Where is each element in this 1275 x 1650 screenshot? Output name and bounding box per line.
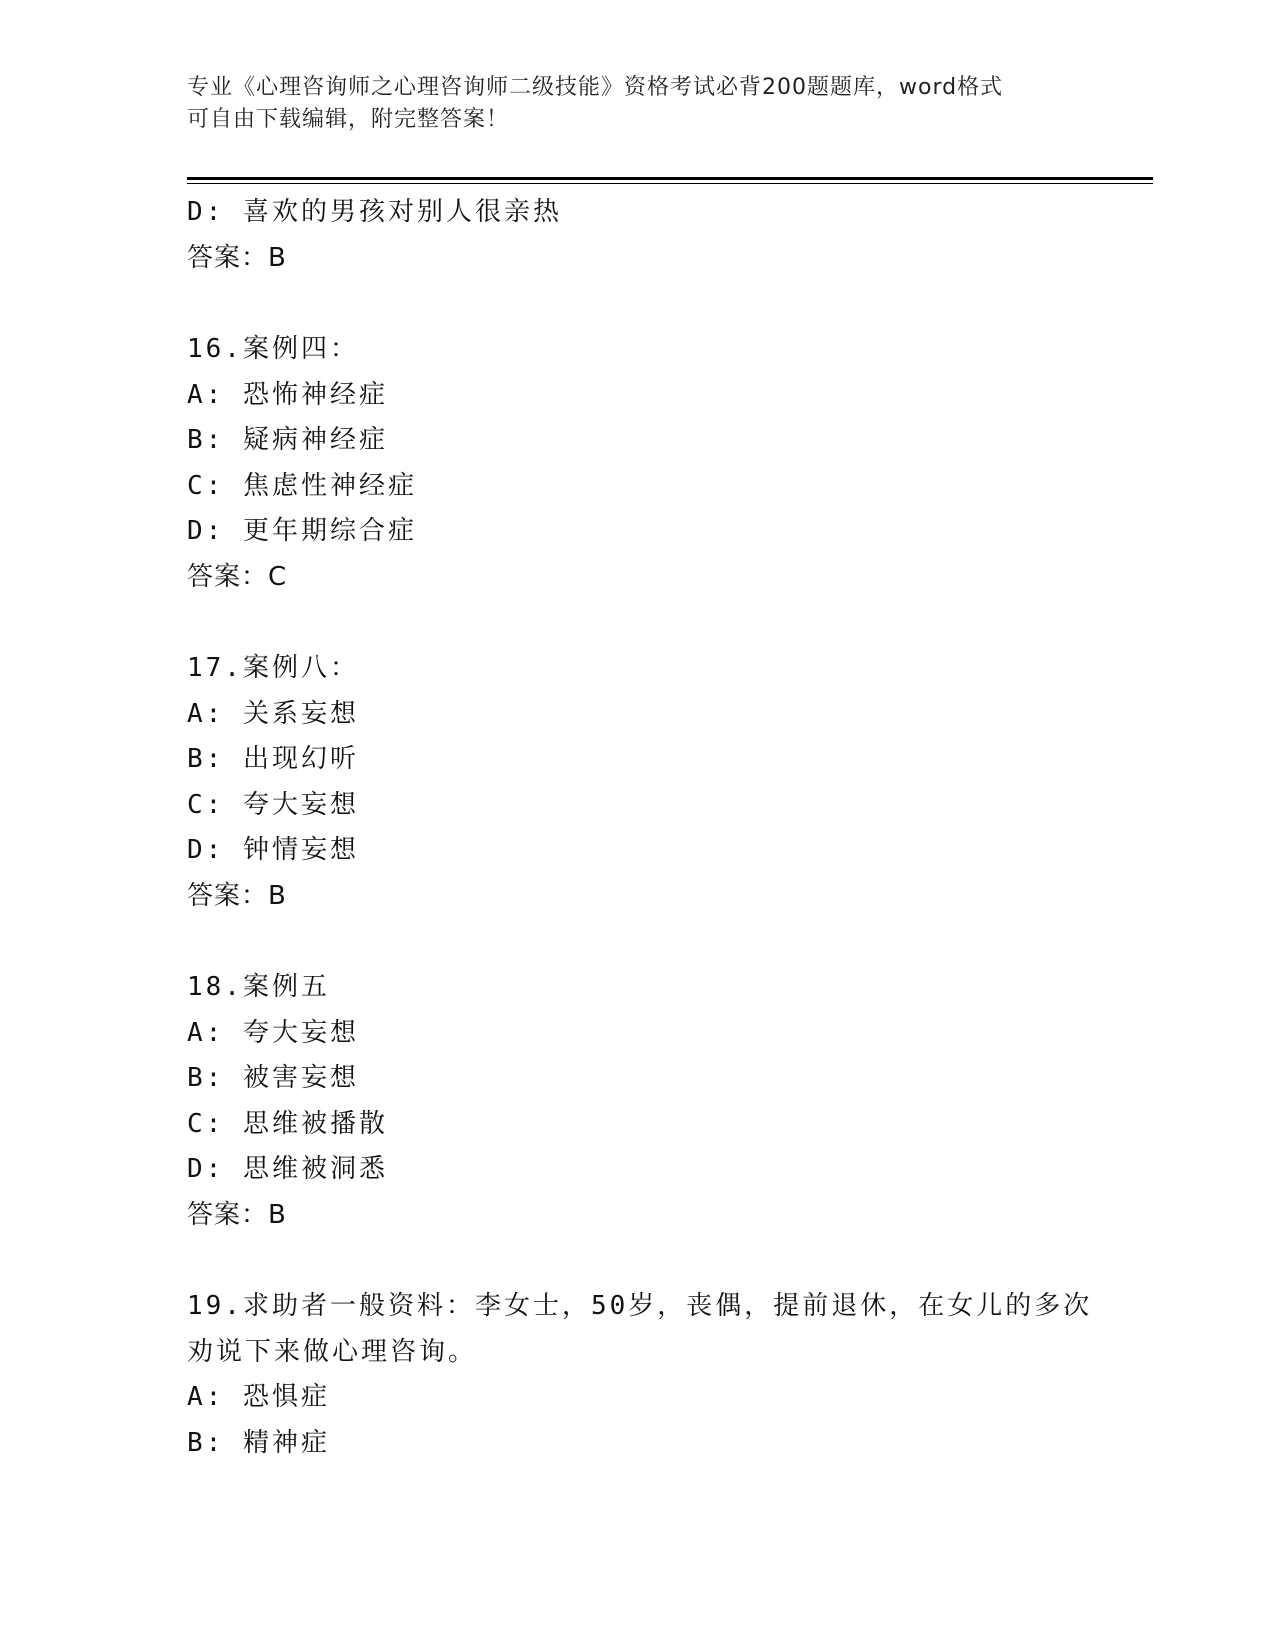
- option-c: C: 夸大妄想: [187, 789, 359, 820]
- option-b: B: 出现幻听: [187, 744, 359, 774]
- option-b: B: 精神症: [187, 1427, 330, 1458]
- header-divider-thick: [187, 177, 1153, 180]
- question-list: [187, 190, 1093, 1466]
- option-d: D: 更年期综合症: [187, 516, 417, 546]
- option-a: A: 夸大妄想: [187, 1017, 359, 1048]
- option-b: B: 被害妄想: [187, 1063, 359, 1093]
- option-d: D: 钟情妄想: [187, 835, 359, 865]
- question-stem-line-1: 19.求助者一般资料：李女士，50岁，丧偶，提前退休，在女儿的多次: [187, 1291, 1093, 1321]
- option-d: D: 喜欢的男孩对别人很亲热: [187, 197, 562, 227]
- header-line-2: 可自由下载编辑，附完整答案！: [187, 107, 510, 132]
- answer-line: 答案：B: [187, 242, 287, 273]
- option-a: A: 恐惧症: [187, 1382, 330, 1412]
- question-stem: 17.案例八：: [187, 653, 359, 683]
- option-d: D: 思维被洞悉: [187, 1154, 388, 1184]
- option-a: A: 恐怖神经症: [187, 379, 388, 410]
- answer-line: 答案：B: [187, 880, 287, 911]
- option-c: C: 焦虑性神经症: [187, 470, 417, 501]
- question-stem: 16.案例四：: [187, 334, 359, 364]
- header-divider-thin: [187, 183, 1153, 184]
- question-stem: [187, 1284, 1093, 1375]
- option-a: A: 关系妄想: [187, 698, 359, 729]
- answer-line: 答案：B: [187, 1199, 287, 1230]
- question-stem-line-2: 劝说下来做心理咨询。: [187, 1336, 478, 1367]
- question-stem: 18.案例五: [187, 972, 330, 1002]
- option-b: B: 疑病神经症: [187, 425, 388, 455]
- option-c: C: 思维被播散: [187, 1108, 388, 1139]
- answer-line: 答案：C: [187, 561, 288, 592]
- header-line-1: 专业《心理咨询师之心理咨询师二级技能》资格考试必背200题题库，word格式: [187, 75, 1004, 100]
- document-header: [187, 72, 1067, 136]
